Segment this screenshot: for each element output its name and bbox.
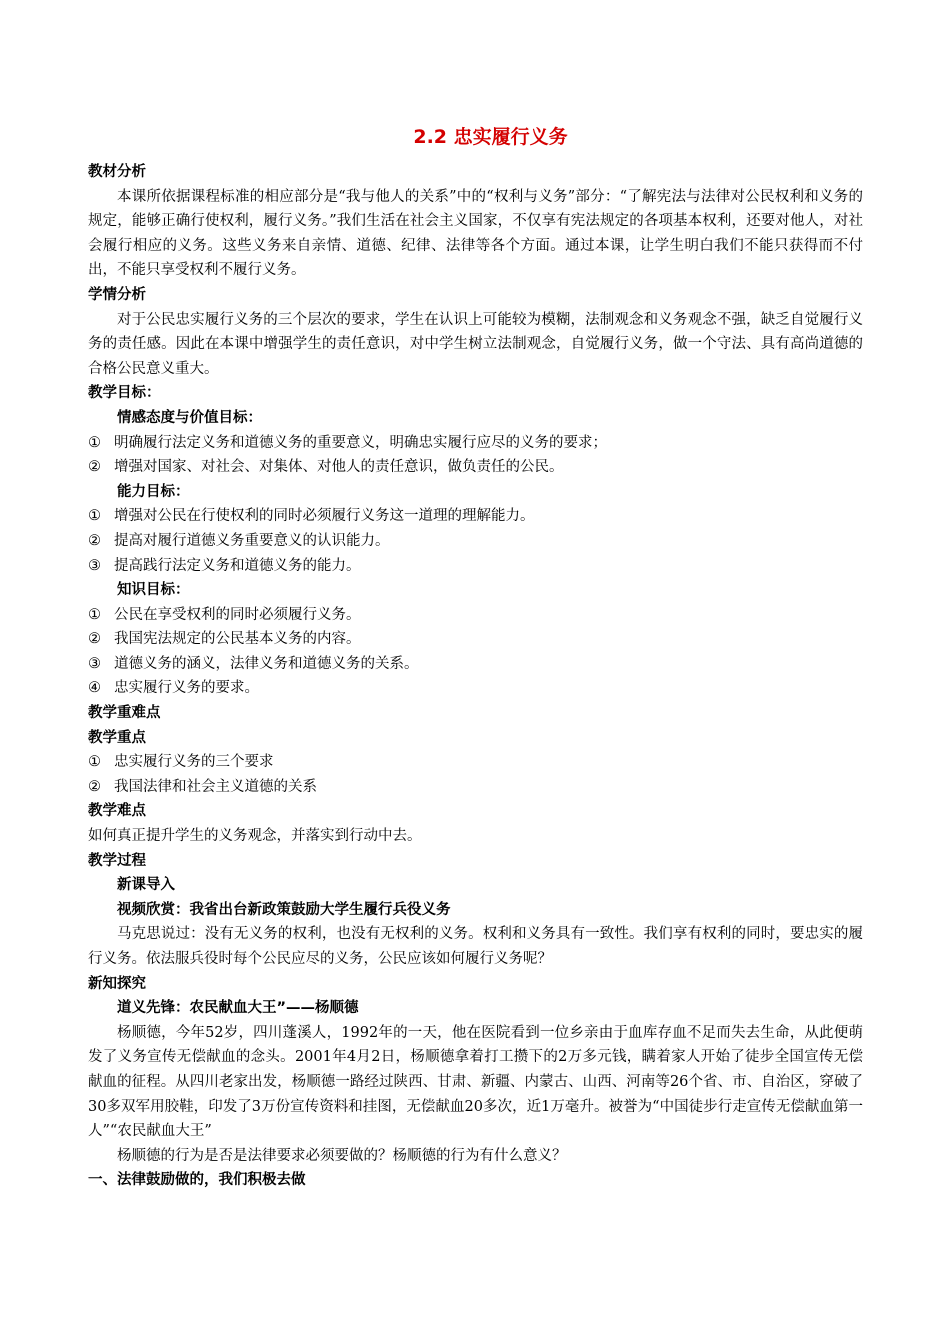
paragraph-textbook-analysis: 本课所依据课程标准的相应部分是“我与他人的关系”中的“权利与义务”部分：“了解宪法与法律对公民权利和义务的规定，能够正确行使权利，履行义务。”我们生活在社会主义国家，不仅享有宪法规定的各项基本权利，还要对他人，对社会履行相应的义务。这些义务来自亲情、道德、纪律、法律等各个方面。通过本课，让学生明白我们不能只获得而不付出，不能只享受权利不履行义务。 [88,188,863,279]
heading-difficult-points: 教学难点 [88,803,146,820]
list-item [88,627,863,652]
list-number: ② [88,459,101,476]
list-item [88,652,863,677]
list-item [88,529,863,554]
list-text: 增强对国家、对社会、对集体、对他人的责任意识，做负责任的公民。 [114,459,564,476]
list-text: 明确履行法定义务和道德义务的重要意义，明确忠实履行应尽的义务的要求； [114,434,607,451]
list-text: 我国宪法规定的公民基本义务的内容。 [114,631,361,648]
paragraph-question: 杨顺德的行为是否是法律要求必须要做的？杨顺德的行为有什么意义？ [117,1147,567,1164]
list-number: ④ [88,680,101,697]
list-text: 道德义务的涵义，法律义务和道德义务的关系。 [114,655,419,672]
list-text: 提高对履行道德义务重要意义的认识能力。 [114,532,390,549]
list-text: 增强对公民在行使权利的同时必须履行义务这一道理的理解能力。 [114,508,535,525]
subheading-knowledge-goals: 知识目标： [117,582,190,599]
subheading-ability-goals: 能力目标： [117,483,190,500]
list-text: 我国法律和社会主义道德的关系 [114,778,317,795]
heading-key-points: 教学重点 [88,729,146,746]
list-number: ② [88,532,101,549]
document-title: 2.2 忠实履行义务 [413,126,568,148]
list-item [88,775,863,800]
list-number: ① [88,754,101,771]
list-number: ③ [88,557,101,574]
list-text: 公民在享受权利的同时必须履行义务。 [114,606,361,623]
document-page [88,122,863,1193]
heading-key-difficult-points: 教学重难点 [88,705,161,722]
heading-student-analysis: 学情分析 [88,286,146,303]
list-number: ② [88,778,101,795]
subheading-moral-pioneer: 道义先锋：农民献血大王”——杨顺德 [117,1000,359,1017]
list-item [88,431,863,456]
list-number: ① [88,434,101,451]
list-item [88,504,863,529]
heading-teaching-process: 教学过程 [88,852,146,869]
paragraph-story: 杨顺德，今年52岁，四川蓬溪人，1992年的一天，他在医院看到一位乡亲由于血库存血不足而失去生命，从此便萌发了义务宣传无偿献血的念头。2001年4月2日，杨顺德拿着打工攒下的2万多元钱，瞒着家人开始了徒步全国宣传无偿献血的征程。从四川老家出发，杨顺德一路经过陕西、甘肃、新疆、内蒙古、山西、河南等26个省、市、自治区，穿破了30多双军用胶鞋，印发了3万份宣传资料和挂图，无偿献血20多次，近1万毫升。被誉为“中国徒步行走宣传无偿献血第一人”“农民献血大王” [88,1024,863,1140]
list-number: ② [88,631,101,648]
list-text: 忠实履行义务的三个要求 [114,754,274,771]
heading-section-one: 一、法律鼓励做的，我们积极去做 [88,1172,306,1189]
list-text: 提高践行法定义务和道德义务的能力。 [114,557,361,574]
heading-new-knowledge: 新知探究 [88,975,146,992]
list-text: 忠实履行义务的要求。 [114,680,259,697]
heading-textbook-analysis: 教材分析 [88,164,146,180]
paragraph-intro: 马克思说过：没有无义务的权利，也没有无权利的义务。权利和义务具有一致性。我们享有权利的同时，要忠实的履行义务。依法服兵役时每个公民应尽的义务，公民应该如何履行义务呢？ [88,926,863,967]
subheading-video: 视频欣赏：我省出台新政策鼓励大学生履行兵役义务 [117,901,451,918]
list-number: ③ [88,655,101,672]
list-number: ① [88,606,101,623]
list-item [88,676,863,701]
subheading-emotion-goals: 情感态度与价值目标： [117,409,262,426]
list-item [88,455,863,480]
paragraph-difficult-points: 如何真正提升学生的义务观念，并落实到行动中去。 [88,828,422,845]
list-item [88,750,863,775]
heading-teaching-goals: 教学目标： [88,385,161,402]
paragraph-student-analysis: 对于公民忠实履行义务的三个层次的要求，学生在认识上可能较为模糊，法制观念和义务观念不强，缺乏自觉履行义务的责任感。因此在本课中增强学生的责任意识，对中学生树立法制观念，自觉履行义务，做一个守法、具有高尚道德的合格公民意义重大。 [88,311,863,377]
subheading-new-lesson-intro: 新课导入 [117,877,175,894]
list-number: ① [88,508,101,525]
list-item [88,603,863,628]
list-item [88,554,863,579]
